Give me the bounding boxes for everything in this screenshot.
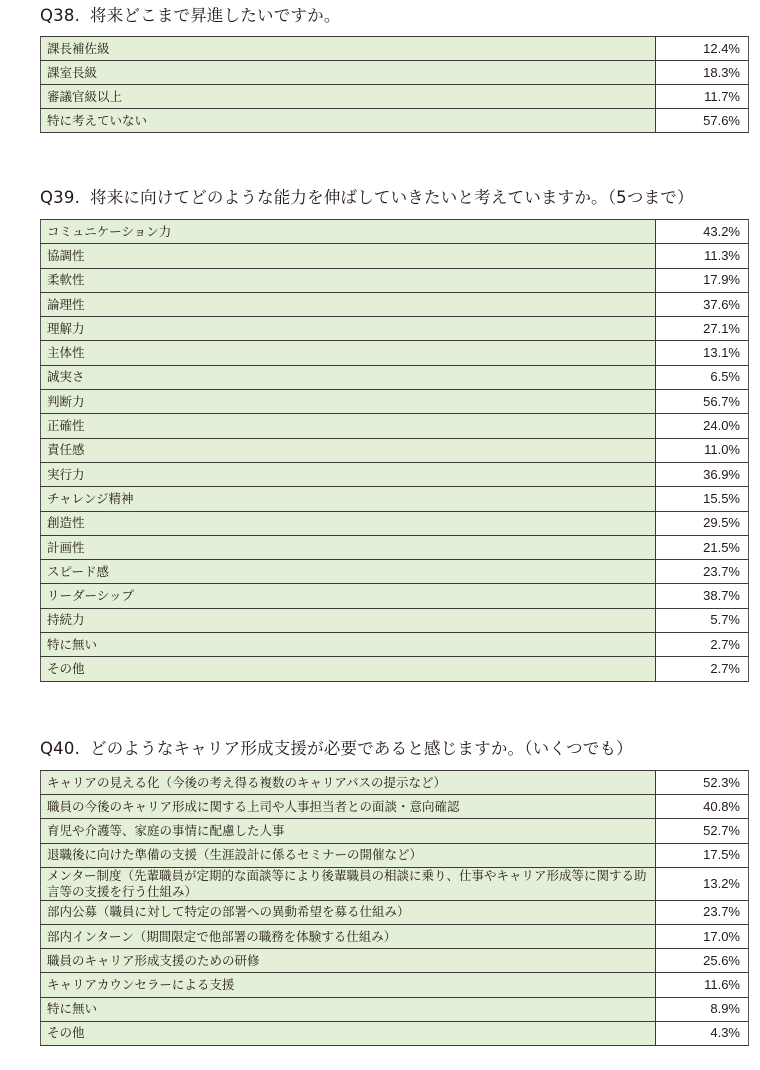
option-label: キャリアカウンセラーによる支援 bbox=[41, 973, 656, 997]
table-row bbox=[41, 771, 749, 795]
option-percentage: 13.1% bbox=[656, 341, 749, 365]
option-percentage: 11.6% bbox=[656, 973, 749, 997]
option-label: 責任感 bbox=[41, 438, 656, 462]
option-percentage: 17.0% bbox=[656, 924, 749, 948]
table-row bbox=[41, 535, 749, 559]
option-label: 論理性 bbox=[41, 292, 656, 316]
option-label: その他 bbox=[41, 1021, 656, 1045]
table-row bbox=[41, 414, 749, 438]
option-label: 部内公募（職員に対して特定の部署への異動希望を募る仕組み） bbox=[41, 900, 656, 924]
question-number: Q40. bbox=[40, 739, 81, 758]
option-percentage: 11.0% bbox=[656, 438, 749, 462]
option-percentage: 57.6% bbox=[656, 109, 749, 133]
table-row bbox=[41, 949, 749, 973]
option-label: 職員の今後のキャリア形成に関する上司や人事担当者との面談・意向確認 bbox=[41, 795, 656, 819]
table-row bbox=[41, 390, 749, 414]
option-label: 部内インターン（期間限定で他部署の職務を体験する仕組み） bbox=[41, 924, 656, 948]
option-percentage: 15.5% bbox=[656, 487, 749, 511]
table-row bbox=[41, 317, 749, 341]
table-row bbox=[41, 365, 749, 389]
question-40-section bbox=[40, 737, 748, 1046]
question-text: 将来に向けてどのような能力を伸ばしていきたいと考えていますか。（5つまで） bbox=[90, 188, 694, 207]
option-label: 特に無い bbox=[41, 997, 656, 1021]
option-label: 主体性 bbox=[41, 341, 656, 365]
option-label: 創造性 bbox=[41, 511, 656, 535]
table-row bbox=[41, 220, 749, 244]
option-label: 持続力 bbox=[41, 608, 656, 632]
option-label: コミュニケーション力 bbox=[41, 220, 656, 244]
option-percentage: 18.3% bbox=[656, 61, 749, 85]
results-table bbox=[40, 36, 749, 133]
table-row bbox=[41, 268, 749, 292]
table-row bbox=[41, 608, 749, 632]
table-row bbox=[41, 37, 749, 61]
option-percentage: 43.2% bbox=[656, 220, 749, 244]
option-label: 誠実さ bbox=[41, 365, 656, 389]
option-label: 柔軟性 bbox=[41, 268, 656, 292]
table-row bbox=[41, 1021, 749, 1045]
option-label: 協調性 bbox=[41, 244, 656, 268]
results-table bbox=[40, 219, 749, 682]
option-label: チャレンジ精神 bbox=[41, 487, 656, 511]
table-row bbox=[41, 85, 749, 109]
option-percentage: 24.0% bbox=[656, 414, 749, 438]
option-percentage: 23.7% bbox=[656, 900, 749, 924]
table-row bbox=[41, 244, 749, 268]
table-row bbox=[41, 795, 749, 819]
table-row bbox=[41, 900, 749, 924]
table-row bbox=[41, 584, 749, 608]
results-table bbox=[40, 770, 749, 1046]
option-label: 職員のキャリア形成支援のための研修 bbox=[41, 949, 656, 973]
table-row bbox=[41, 819, 749, 843]
table-row bbox=[41, 462, 749, 486]
option-percentage: 23.7% bbox=[656, 560, 749, 584]
table-row bbox=[41, 843, 749, 867]
option-label: キャリアの見える化（今後の考え得る複数のキャリアパスの提示など） bbox=[41, 771, 656, 795]
option-label: 課長補佐級 bbox=[41, 37, 656, 61]
question-text: どのようなキャリア形成支援が必要であると感じますか。（いくつでも） bbox=[90, 739, 633, 758]
option-percentage: 40.8% bbox=[656, 795, 749, 819]
table-row bbox=[41, 867, 749, 900]
option-percentage: 11.7% bbox=[656, 85, 749, 109]
option-label: 判断力 bbox=[41, 390, 656, 414]
option-percentage: 52.3% bbox=[656, 771, 749, 795]
question-text: 将来どこまで昇進したいですか。 bbox=[90, 6, 341, 25]
option-percentage: 8.9% bbox=[656, 997, 749, 1021]
question-39-section bbox=[40, 186, 748, 682]
option-label: 理解力 bbox=[41, 317, 656, 341]
option-percentage: 11.3% bbox=[656, 244, 749, 268]
option-label: その他 bbox=[41, 657, 656, 681]
table-row bbox=[41, 61, 749, 85]
option-label: 育児や介護等、家庭の事情に配慮した人事 bbox=[41, 819, 656, 843]
question-title bbox=[40, 737, 748, 761]
option-percentage: 13.2% bbox=[656, 867, 749, 900]
table-row bbox=[41, 924, 749, 948]
option-percentage: 17.9% bbox=[656, 268, 749, 292]
table-row bbox=[41, 438, 749, 462]
table-row bbox=[41, 560, 749, 584]
option-percentage: 25.6% bbox=[656, 949, 749, 973]
option-label: 退職後に向けた準備の支援（生涯設計に係るセミナーの開催など） bbox=[41, 843, 656, 867]
table-row bbox=[41, 657, 749, 681]
option-percentage: 6.5% bbox=[656, 365, 749, 389]
option-percentage: 2.7% bbox=[656, 633, 749, 657]
table-row bbox=[41, 511, 749, 535]
table-row bbox=[41, 973, 749, 997]
option-percentage: 21.5% bbox=[656, 535, 749, 559]
option-label: 特に考えていない bbox=[41, 109, 656, 133]
option-label: スピード感 bbox=[41, 560, 656, 584]
option-percentage: 5.7% bbox=[656, 608, 749, 632]
option-percentage: 12.4% bbox=[656, 37, 749, 61]
option-label: メンター制度（先輩職員が定期的な面談等により後輩職員の相談に乗り、仕事やキャリア形成等に関する助言等の支援を行う仕組み） bbox=[41, 867, 656, 900]
table-row bbox=[41, 292, 749, 316]
option-percentage: 27.1% bbox=[656, 317, 749, 341]
option-label: 特に無い bbox=[41, 633, 656, 657]
question-38-section bbox=[40, 4, 748, 133]
option-label: 課室長級 bbox=[41, 61, 656, 85]
option-label: 実行力 bbox=[41, 462, 656, 486]
option-percentage: 2.7% bbox=[656, 657, 749, 681]
table-row bbox=[41, 633, 749, 657]
option-percentage: 38.7% bbox=[656, 584, 749, 608]
option-label: 計画性 bbox=[41, 535, 656, 559]
question-number: Q38. bbox=[40, 6, 81, 25]
option-label: 審議官級以上 bbox=[41, 85, 656, 109]
option-percentage: 56.7% bbox=[656, 390, 749, 414]
question-number: Q39. bbox=[40, 188, 81, 207]
table-row bbox=[41, 109, 749, 133]
question-title bbox=[40, 186, 748, 210]
table-row bbox=[41, 997, 749, 1021]
option-percentage: 36.9% bbox=[656, 462, 749, 486]
option-percentage: 4.3% bbox=[656, 1021, 749, 1045]
option-label: 正確性 bbox=[41, 414, 656, 438]
option-label: リーダーシップ bbox=[41, 584, 656, 608]
option-percentage: 52.7% bbox=[656, 819, 749, 843]
question-title bbox=[40, 4, 748, 28]
table-row bbox=[41, 487, 749, 511]
table-row bbox=[41, 341, 749, 365]
option-percentage: 29.5% bbox=[656, 511, 749, 535]
option-percentage: 17.5% bbox=[656, 843, 749, 867]
option-percentage: 37.6% bbox=[656, 292, 749, 316]
